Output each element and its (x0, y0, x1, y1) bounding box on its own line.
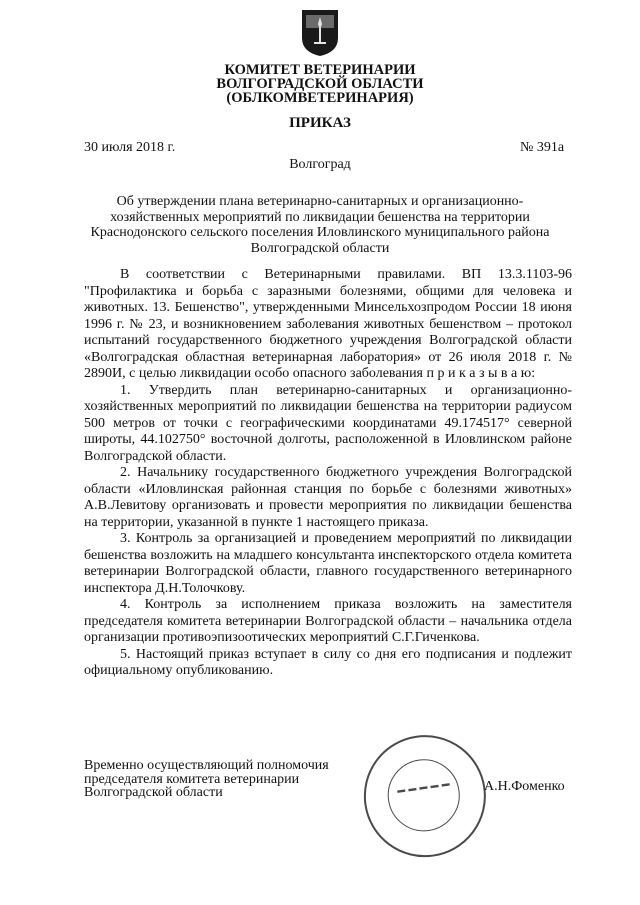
document-type: ПРИКАЗ (289, 115, 351, 131)
org-line: ВОЛГОГРАДСКОЙ ОБЛАСТИ (216, 76, 424, 92)
paragraph-item-4: 4. Контроль за исполнением приказа возложить на заместителя председателя комитета ветеринарии Волгоградской области – начальника отдела организации противоэпизоотических мероприятий С.Г.Гиченкова. (84, 597, 572, 645)
signer-position (84, 759, 374, 800)
signer-name: А.Н.Фоменко (484, 779, 565, 794)
seal-stamp (356, 727, 496, 867)
paragraph-item-3: 3. Контроль за организацией и проведением мероприятий по ликвидации бешенства возложить на младшего консультанта инспекторского отдела комитета ветеринарии Волгоградской области, главного государственного ветеринарного инспектора Д.Н.Толочкову. (84, 531, 572, 596)
organization-name (0, 63, 640, 105)
paragraph-item-2: 2. Начальнику государственного бюджетного учреждения Волгоградской области «Иловлинская районная станция по борьбе с болезнями животных» А.В.Левитову организовать и провести мероприятия по ликвидации бешенства на территории, указанной в пункте 1 настоящего приказа. (84, 465, 572, 530)
paragraph-item-1: 1. Утвердить план ветеринарно-санитарных и организационно-хозяйственных мероприятий по ликвидации бешенства на территории радиусом 500 метров от точки с географическими координатами 49.174517° северной широты, 44.102750° восточной долготы, расположенной в Иловлинском районе Волгоградской области. (84, 382, 572, 464)
paragraph-preamble: В соответствии с Ветеринарными правилами. ВП 13.3.1103-96 "Профилактика и борьба с заразными болезнями, общими для человека и животных. 13. Бешенство", утвержденными Минсельхозпродом России 18 июня 1996 г. № 23, и возникновением заболевания животных бешенством – протокол испытаний государственного бюджетного учреждения Волгоградской области «Волгоградская областная ветеринарная лаборатория» от 26 июля 2018 г. № 2890И, с целью ликвидации особо опасного заболевания п р и к а з ы в а ю: (84, 267, 572, 381)
signer-position-line: Волгоградской области (84, 785, 223, 800)
signer-position-line: председателя комитета ветеринарии (84, 771, 300, 787)
order-date: 30 июля 2018 г. (84, 140, 176, 155)
city: Волгоград (289, 157, 351, 172)
order-body (84, 267, 572, 680)
seal-center-label: ▬ ▬ ▬ ▬ ▬ (396, 778, 451, 795)
coat-of-arms-icon (300, 8, 340, 58)
org-line: КОМИТЕТ ВЕТЕРИНАРИИ (224, 62, 416, 78)
org-line: (ОБЛКОМВЕТЕРИНАРИЯ) (226, 90, 414, 106)
signer-position-line: Временно осуществляющий полномочия (84, 758, 329, 773)
order-number: № 391а (520, 140, 565, 155)
order-subject: Об утверждении плана ветеринарно-санитарных и организационно-хозяйственных мероприятий по ликвидации бешенства на территории Краснодонского сельского поселения Иловлинского муниципального района Волгоградской области (90, 194, 550, 256)
paragraph-item-5: 5. Настоящий приказ вступает в силу со дня его подписания и подлежит официальному опубликованию. (84, 646, 572, 678)
